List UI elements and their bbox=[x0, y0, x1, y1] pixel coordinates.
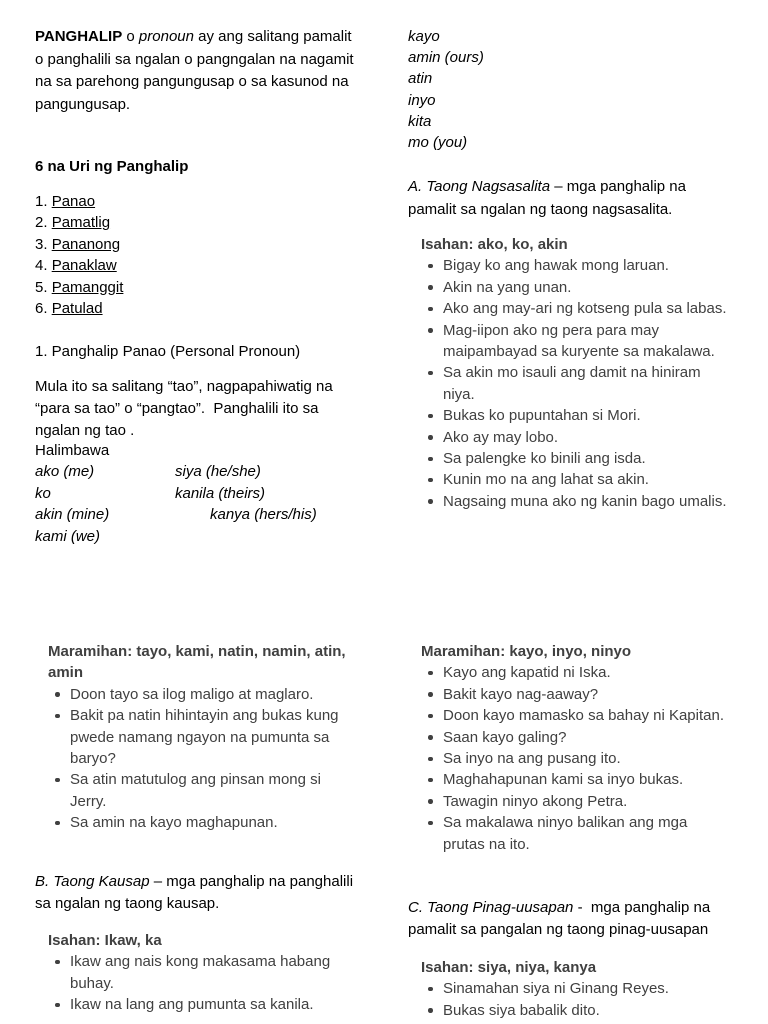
bullet-text: prutas na ito. bbox=[443, 835, 530, 853]
term-panghalip: PANGHALIP bbox=[35, 28, 123, 45]
types-list-item bbox=[35, 255, 123, 276]
bullet-item bbox=[421, 362, 727, 405]
section-heading-line: sa ngalan ng taong kausap. bbox=[35, 895, 220, 912]
intro-line bbox=[35, 26, 354, 49]
bullet-text: niya. bbox=[443, 385, 475, 403]
bullet-item bbox=[421, 791, 724, 812]
types-list-item bbox=[35, 298, 123, 319]
type-name: Patulad bbox=[51, 300, 103, 318]
example-pronoun: mo (you) bbox=[408, 134, 468, 152]
bullet-text: Sa makalawa ninyo balikan ang mga bbox=[443, 814, 688, 832]
type-number: 5. bbox=[35, 278, 48, 296]
bullet-text: Jerry. bbox=[70, 792, 107, 810]
type-number: 1. bbox=[35, 193, 48, 210]
bullet-item bbox=[421, 298, 727, 319]
bullet-item bbox=[421, 684, 724, 705]
bullet-text: Saan kayo galing? bbox=[443, 728, 567, 746]
example-pronoun: kami (we) bbox=[35, 527, 101, 545]
section-heading-line: pamalit sa ngalan ng taong nagsasalita. bbox=[408, 201, 673, 218]
bullet-text: Nagsaing muna ako ng kanin bago umalis. bbox=[443, 492, 727, 510]
bullet-text: Bukas siya babalik dito. bbox=[443, 1001, 600, 1019]
bullet-icon bbox=[55, 960, 60, 965]
bullet-icon bbox=[428, 987, 433, 992]
bullet-icon bbox=[428, 285, 433, 290]
bullet-item bbox=[421, 727, 724, 748]
type-name: Pananong bbox=[51, 235, 121, 253]
intro-line: na sa parehong pangungusap o sa kasunod na bbox=[35, 73, 349, 91]
types-list bbox=[35, 191, 123, 319]
section-c-title: C. Taong Pinag-uusapan bbox=[408, 899, 574, 916]
bullet-item bbox=[48, 994, 330, 1015]
bullet-icon bbox=[428, 307, 433, 312]
types-heading: 6 na Uri ng Panghalip bbox=[35, 158, 189, 175]
example-pronoun: kayo bbox=[408, 28, 440, 45]
section-b-maramihan bbox=[421, 641, 724, 855]
bullet-item bbox=[421, 1000, 669, 1021]
bullet-item bbox=[421, 448, 727, 469]
section-c-title-rest: - mga panghalip na bbox=[577, 899, 711, 916]
bullet-text: Akin na yang unan. bbox=[443, 278, 572, 296]
section-a-title-rest: – mga panghalip na bbox=[554, 178, 686, 195]
intro-line: pangungusap. bbox=[35, 95, 131, 113]
section-a-title: A. Taong Nagsasalita bbox=[408, 178, 551, 195]
section-heading-line bbox=[408, 897, 710, 919]
bullet-item bbox=[421, 277, 727, 298]
bullet-icon bbox=[428, 457, 433, 462]
description-line: Mula ito sa salitang “tao”, nagpapahiwatig na bbox=[35, 378, 333, 395]
bullet-icon bbox=[428, 671, 433, 676]
bullet-icon bbox=[428, 821, 433, 826]
panao-description bbox=[35, 376, 333, 442]
intro-line-rest: ay ang salitang pamalit bbox=[198, 28, 352, 45]
type-number: 4. bbox=[35, 257, 48, 275]
bullet-item bbox=[421, 255, 727, 276]
bullet-item bbox=[421, 320, 727, 363]
section-heading-line: pamalit sa pangalan ng taong pinag-uusapan bbox=[408, 921, 709, 938]
examples-row bbox=[35, 526, 375, 547]
bullet-icon bbox=[428, 414, 433, 419]
type-number: 3. bbox=[35, 235, 48, 253]
example-pronoun: ko bbox=[35, 484, 51, 502]
bullet-item bbox=[48, 812, 346, 833]
bullet-icon bbox=[428, 1008, 433, 1013]
intro-line: o panghalili sa ngalan o pangngalan na nagamit bbox=[35, 50, 354, 68]
types-list-item bbox=[35, 212, 123, 233]
bullet-icon bbox=[428, 478, 433, 483]
types-list-item bbox=[35, 191, 123, 212]
example-pronoun: siya (he/she) bbox=[175, 463, 261, 481]
bullet-item bbox=[421, 491, 727, 512]
bullet-item bbox=[421, 748, 724, 769]
bullet-icon bbox=[55, 692, 60, 697]
maramihan-label: Maramihan: tayo, kami, natin, namin, atin, bbox=[48, 643, 346, 660]
bullet-icon bbox=[428, 435, 433, 440]
bullet-text: Kunin mo na ang lahat sa akin. bbox=[443, 471, 649, 489]
bullet-text: Doon kayo mamasko sa bahay ni Kapitan. bbox=[443, 707, 724, 725]
bullet-text: Mag-iipon ako ng pera para may bbox=[443, 321, 659, 339]
section-a-maramihan bbox=[48, 641, 346, 834]
type-name: Pamanggit bbox=[51, 278, 124, 296]
bullet-item bbox=[421, 405, 727, 426]
bullet-icon bbox=[428, 735, 433, 740]
bullet-text: Bukas ko pupuntahan si Mori. bbox=[443, 407, 641, 425]
bullet-text: Ako ay may lobo. bbox=[443, 428, 559, 446]
section-b-title-rest: – mga panghalip na panghalili bbox=[153, 873, 354, 890]
example-pronoun: amin (ours) bbox=[408, 49, 484, 67]
examples-label: Halimbawa bbox=[35, 442, 110, 459]
types-list-item bbox=[35, 234, 123, 255]
bullet-icon bbox=[55, 778, 60, 783]
section-heading-line bbox=[408, 175, 686, 198]
isahan-label: Isahan: ako, ko, akin bbox=[421, 236, 568, 253]
examples-row bbox=[35, 483, 375, 504]
example-pronoun: kita bbox=[408, 112, 432, 130]
bullet-item bbox=[421, 769, 724, 790]
intro-connector: o bbox=[126, 28, 135, 45]
section-heading-line bbox=[35, 871, 353, 893]
example-pronoun: kanya (hers/his) bbox=[210, 506, 317, 524]
bullet-text: Sinamahan siya ni Ginang Reyes. bbox=[443, 980, 669, 998]
example-pronoun: atin bbox=[408, 70, 433, 88]
examples bbox=[35, 440, 375, 547]
isahan-label: Isahan: siya, niya, kanya bbox=[421, 959, 597, 976]
bullet-text: Sa atin matutulog ang pinsan mong si bbox=[70, 771, 321, 789]
type-name: Panaklaw bbox=[51, 257, 117, 275]
section-a-heading bbox=[408, 175, 686, 221]
maramihan-label: Maramihan: kayo, inyo, ninyo bbox=[421, 643, 632, 660]
bullet-text: baryo? bbox=[70, 750, 116, 768]
example-pronoun: inyo bbox=[408, 91, 436, 109]
bullet-icon bbox=[428, 778, 433, 783]
bullet-icon bbox=[428, 371, 433, 376]
bullet-text: Sa akin mo isauli ang damit na hiniram bbox=[443, 364, 701, 382]
bullet-icon bbox=[428, 499, 433, 504]
bullet-text: Kayo ang kapatid ni Iska. bbox=[443, 664, 611, 682]
bullet-text: Bakit kayo nag-aaway? bbox=[443, 685, 599, 703]
example-pronoun: akin (mine) bbox=[35, 506, 110, 524]
description-line: ngalan ng tao . bbox=[35, 422, 135, 439]
bullet-text: Sa inyo na ang pusang ito. bbox=[443, 750, 621, 768]
type-name: Panao bbox=[51, 193, 96, 210]
section-b-isahan bbox=[48, 930, 330, 1016]
bullet-icon bbox=[55, 714, 60, 719]
bullet-icon bbox=[428, 692, 433, 697]
bullet-icon bbox=[428, 799, 433, 804]
section-c-heading bbox=[408, 897, 710, 941]
bullet-icon bbox=[428, 328, 433, 333]
bullet-item bbox=[421, 662, 724, 683]
bullet-text: Ikaw na lang ang pumunta sa kanila. bbox=[70, 996, 314, 1014]
bullet-text: Sa amin na kayo maghapunan. bbox=[70, 814, 278, 832]
bullet-text: Ako ang may-ari ng kotseng pula sa labas. bbox=[443, 300, 727, 318]
bullet-item bbox=[421, 812, 724, 855]
bullet-text: Bigay ko ang hawak mong laruan. bbox=[443, 257, 669, 275]
bullet-icon bbox=[428, 714, 433, 719]
bullet-text: Doon tayo sa ilog maligo at maglaro. bbox=[70, 685, 314, 703]
bullet-item bbox=[48, 705, 346, 769]
bullet-item bbox=[48, 684, 346, 705]
types-list-item bbox=[35, 277, 123, 298]
bullet-text: Tawagin ninyo akong Petra. bbox=[443, 792, 628, 810]
maramihan-label: amin bbox=[48, 664, 84, 682]
bullet-text: pwede namang ngayon na pumunta sa bbox=[70, 728, 330, 746]
bullet-text: Sa palengke ko binili ang isda. bbox=[443, 450, 646, 468]
section-b-title: B. Taong Kausap bbox=[35, 873, 150, 890]
section-c-isahan bbox=[421, 957, 669, 1021]
bullet-icon bbox=[55, 821, 60, 826]
type-name: Pamatlig bbox=[51, 214, 111, 232]
bullet-text: maipambayad sa kuryente sa makalawa. bbox=[443, 343, 715, 361]
bullet-item bbox=[421, 705, 724, 726]
examples-continued bbox=[408, 26, 484, 153]
bullet-icon bbox=[55, 1003, 60, 1008]
bullet-item bbox=[421, 469, 727, 490]
example-pronoun: ako (me) bbox=[35, 463, 95, 481]
bullet-icon bbox=[428, 757, 433, 762]
panao-heading: 1. Panghalip Panao (Personal Pronoun) bbox=[35, 343, 301, 360]
examples-row bbox=[35, 504, 375, 525]
term-pronoun: pronoun bbox=[138, 28, 194, 45]
bullet-text: Bakit pa natin hihintayin ang bukas kung bbox=[70, 707, 339, 725]
bullet-text: Maghahapunan kami sa inyo bukas. bbox=[443, 771, 684, 789]
bullet-item bbox=[48, 769, 346, 812]
section-a-isahan bbox=[421, 234, 727, 512]
intro-paragraph bbox=[35, 26, 354, 116]
bullet-item bbox=[48, 951, 330, 994]
bullet-text: buhay. bbox=[70, 974, 114, 992]
isahan-label: Isahan: Ikaw, ka bbox=[48, 932, 162, 949]
bullet-item bbox=[421, 427, 727, 448]
type-number: 2. bbox=[35, 214, 48, 232]
bullet-text: Ikaw ang nais kong makasama habang bbox=[70, 953, 331, 971]
bullet-icon bbox=[428, 264, 433, 269]
section-b-heading bbox=[35, 871, 353, 915]
description-line: “para sa tao” o “pangtao”. Panghalili ito sa bbox=[35, 400, 319, 417]
example-pronoun: kanila (theirs) bbox=[175, 484, 266, 502]
bullet-item bbox=[421, 978, 669, 999]
type-number: 6. bbox=[35, 300, 48, 318]
examples-row bbox=[35, 461, 375, 482]
